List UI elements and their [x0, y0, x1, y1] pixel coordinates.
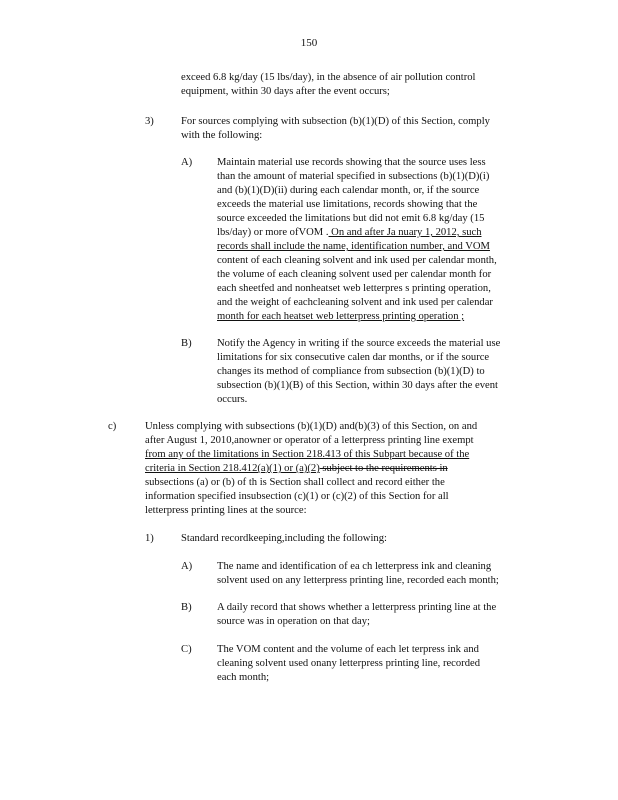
text-line: source was in operation on that day;: [217, 616, 370, 627]
item-c-text: [145, 420, 540, 518]
item-3b-text: [217, 337, 540, 407]
text-line: than the amount of material specified in subsections (b)(1)(D)(i): [217, 171, 490, 182]
deleted-amendment-text: subject to the requirements in: [319, 463, 448, 474]
text-line: information specified insubsection (c)(1) or (c)(2) of this Section for all: [145, 491, 449, 502]
page-number: 150: [300, 37, 318, 49]
text-line: The VOM content and the volume of each let terpress ink and: [217, 644, 479, 655]
text-line: exceed 6.8 kg/day (15 lbs/day), in the absence of air pollution control: [181, 72, 476, 83]
text-line: For sources complying with subsection (b)(1)(D) of this Section, comply: [181, 116, 490, 127]
text-line: after August 1, 2010,anowner or operator of a letterpress printing line exempt: [145, 435, 474, 446]
text-line: exceeds the material use limitations, records showing that the: [217, 199, 478, 210]
text-line: solvent used on any letterpress printing line, recorded each month;: [217, 575, 499, 586]
text-line: limitations for six consecutive calen dar months, or if the source: [217, 352, 490, 363]
inserted-amendment-line: records shall include the name, identification number, and VOM: [217, 241, 490, 252]
text-line: letterpress printing lines at the source:: [145, 505, 307, 516]
text-line: Maintain material use records showing that the source uses less: [217, 157, 486, 168]
item-c1b-label: B): [181, 602, 192, 613]
text-line: Unless complying with subsections (b)(1)(D) and(b)(3) of this Section, on and: [145, 421, 478, 432]
text-line: Notify the Agency in writing if the source exceeds the material use: [217, 338, 501, 349]
inserted-amendment-text: On and after Ja nuary 1, 2012, such: [328, 227, 482, 238]
text-line: with the following:: [181, 130, 263, 141]
text-line: occurs.: [217, 394, 248, 405]
text-line: and (b)(1)(D)(ii) during each calendar month, or, if the source: [217, 185, 480, 196]
item-3-label: 3): [145, 116, 154, 127]
text-line: the volume of each cleaning solvent used per calendar month for: [217, 269, 492, 280]
item-c1a-label: A): [181, 561, 193, 572]
item-3a-text: [217, 156, 537, 324]
item-c1a-text: [217, 560, 537, 588]
item-c1b-text: [217, 601, 537, 629]
text-line: and the weight of eachcleaning solvent and ink used per calendar: [217, 297, 493, 308]
text-line: A daily record that shows whether a letterpress printing line at the: [217, 602, 497, 613]
text-line: subsections (a) or (b) of th is Section shall collect and record either the: [145, 477, 445, 488]
text-line: [217, 226, 537, 240]
text-line: equipment, within 30 days after the event occurs;: [181, 86, 390, 97]
item-c1-label: 1): [145, 533, 154, 544]
item-3b-label: B): [181, 338, 192, 349]
item-c1-text: [181, 532, 511, 546]
item-c1c-text: [217, 643, 537, 685]
text-line: [145, 462, 540, 476]
text-line: The name and identification of ea ch letterpress ink and cleaning: [217, 561, 492, 572]
text-line: subsection (b)(1)(B) of this Section, within 30 days after the event: [217, 380, 498, 391]
text-line: Standard recordkeeping,including the following:: [181, 533, 387, 544]
inserted-amendment-line: from any of the limitations in Section 218.413 of this Subpart because of the: [145, 449, 470, 460]
item-3-text: [181, 115, 526, 143]
item-c-label: c): [108, 421, 117, 432]
text-line: each month;: [217, 672, 270, 683]
text-line: source exceeded the limitations but did not emit 6.8 kg/day (15: [217, 213, 485, 224]
continuation-paragraph: [181, 71, 521, 99]
inserted-amendment-text: criteria in Section 218.412(a)(1) or (a)(2): [145, 463, 320, 474]
text-segment: lbs/day) or more ofVOM .: [217, 227, 329, 238]
item-c1c-label: C): [181, 644, 192, 655]
text-line: content of each cleaning solvent and ink used per calendar month,: [217, 255, 497, 266]
text-line: each sheetfed and nonheatset web letterpres s printing operation,: [217, 283, 491, 294]
text-line: cleaning solvent used onany letterpress printing line, recorded: [217, 658, 480, 669]
text-line: changes its method of compliance from subsection (b)(1)(D) to: [217, 366, 485, 377]
item-3a-label: A): [181, 157, 193, 168]
inserted-amendment-line: month for each heatset web letterpress printing operation ;: [217, 311, 465, 322]
